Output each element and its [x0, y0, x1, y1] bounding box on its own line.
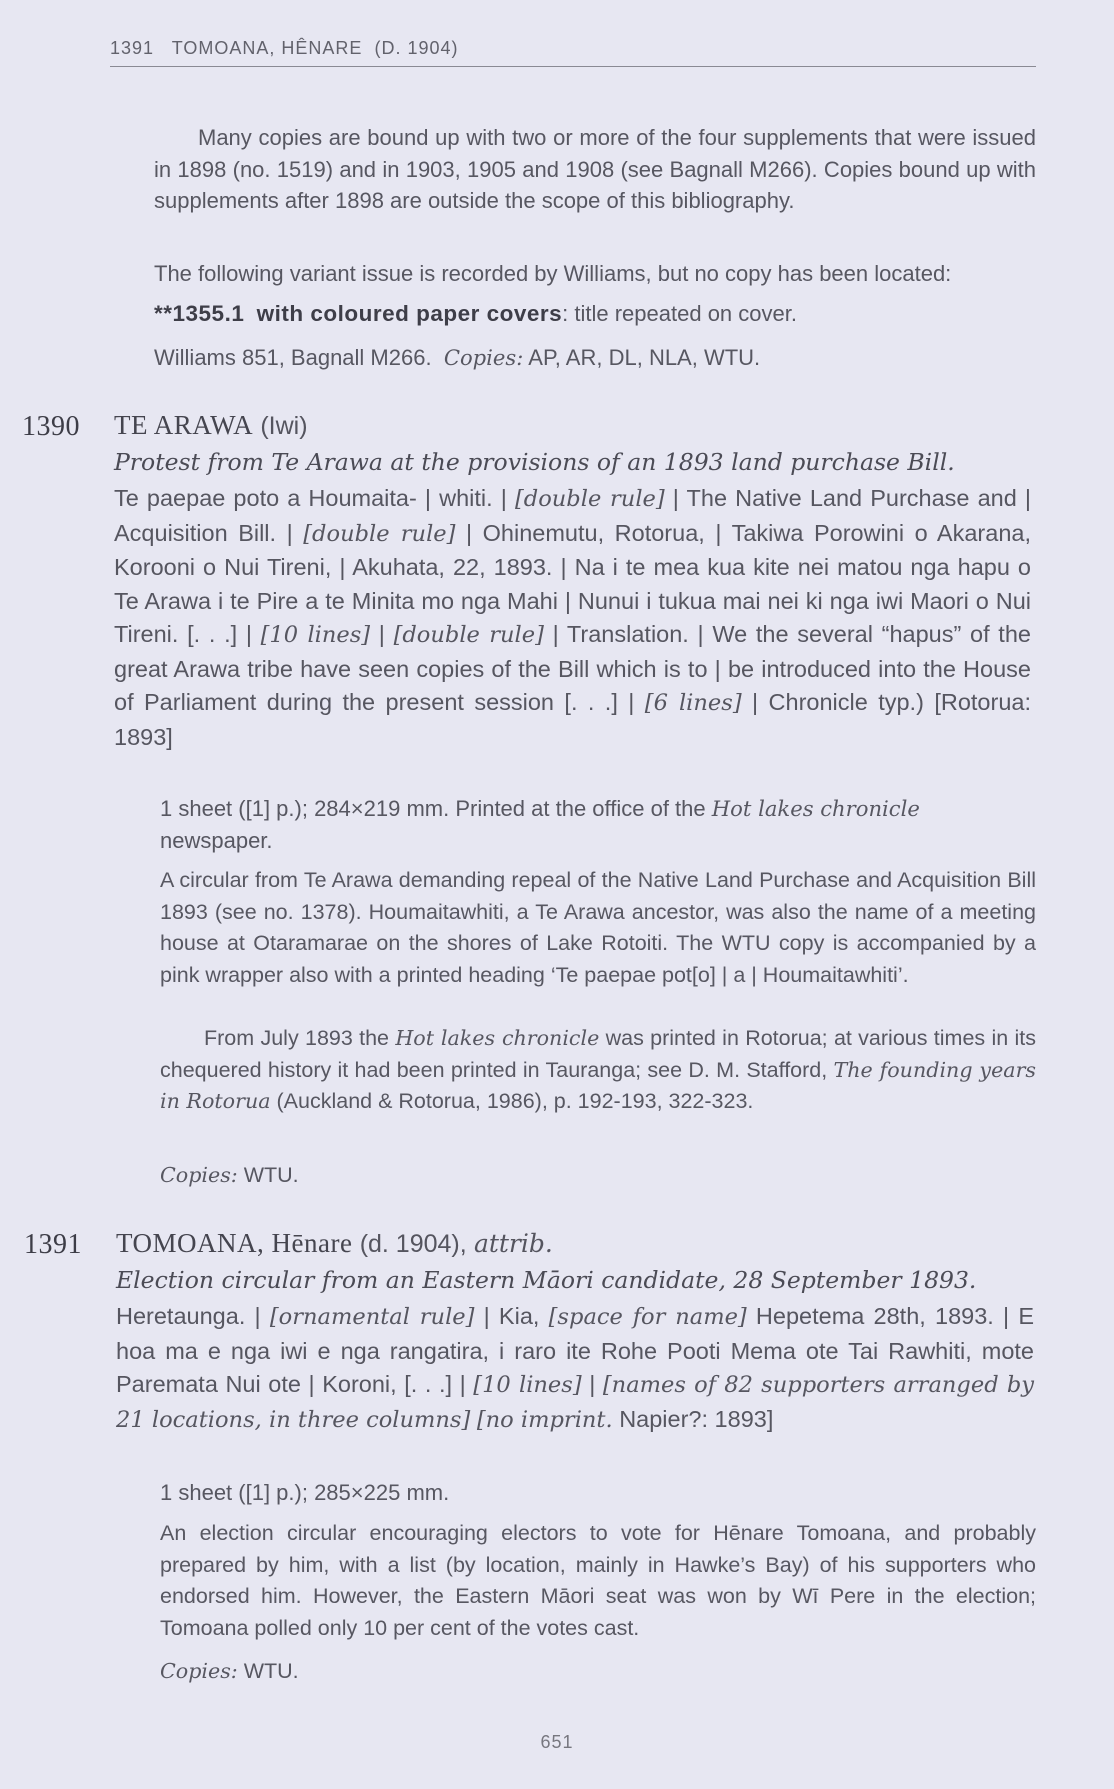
- entry-1390-transcription-part: | Translation. | We the several “hapus” of the great Arawa tribe have seen copies of the Bill which is to | be introduced into the House of Parliament during the present session [. . .] |: [114, 621, 1031, 715]
- entry-1390-transcription: [114, 482, 1031, 754]
- entry-1390-note-part: (Auckland & Rotorua, 1986), p. 192-193, 322-323.: [270, 1089, 754, 1113]
- entry-1390-copies-value: WTU.: [243, 1163, 299, 1187]
- entry-1390-transcription-part: | The Native Land Purchase and | Acquisition Bill. |: [114, 485, 1031, 546]
- entry-1390-transcription-part: | Ohinemutu, Rotorua, | Takiwa Porowini o Akarana, Korooni o Nui Tireni, | Akuhata, 22, 1893. | Na i te mea kua kite nei matou nga hapu o Te Arawa i te Pire a te Minita mo nga Mahi | Nunui i tukua mai nei ki nga iwi Maori o Nui Tireni. [. . .] |: [114, 519, 1031, 647]
- entry-1390-newspaper-title: Hot lakes chronicle: [711, 796, 920, 821]
- variant-label: with coloured paper covers: [256, 301, 563, 326]
- entry-1390-number: 1390: [22, 411, 80, 442]
- entry-1391-transcription-part: Heretaunga. |: [116, 1303, 270, 1329]
- entry-1391-transcription-part: Hepetema 28th, 1893. | E hoa ma e nga iwi e nga rangatira, i raro ite Rohe Pooti Mema ote Tai Rawhiti, mote Paremata Nui ote | Koroni, [. . .] |: [116, 1303, 1035, 1397]
- page-number: 651: [540, 1732, 574, 1752]
- entry-1390-transcription-part: |: [370, 621, 394, 647]
- entry-1390-note-paragraph: A circular from Te Arawa demanding repeal of the Native Land Purchase and Acquisition Bill 1893 (see no. 1378). Houmaitawhiti, a Te Arawa ancestor, was also the name of a meeting house at Otaramarae on the shores of Lake Rotoiti. The WTU copy is accompanied by a pink wrapper also with a printed heading ‘Te paepae pot[o] | a | Houmaitawhiti’.: [160, 868, 1036, 987]
- entry-1391-attribution: attrib.: [473, 1229, 553, 1258]
- entry-1391-transcription-part: | Kia,: [474, 1303, 549, 1329]
- entry-1391-transcription: [116, 1300, 1034, 1437]
- entry-1390-editorial-note: [double rule]: [514, 486, 665, 512]
- intro-copies-label: Copies:: [443, 345, 524, 370]
- entry-1390-copies: [160, 1160, 1036, 1192]
- entry-1390-note-part: was printed in Rotorua; at various times in its chequered history it had been printed in Tauranga; see D. M. Stafford,: [160, 1026, 1036, 1082]
- intro-paragraph-supplements: Many copies are bound up with two or more of the four supplements that were issued in 1898 (no. 1519) and in 1903, 1905 and 1908 (see Bagnall M266). Copies bound up with supplements after 1898 are outside the scope of this bibliography.: [154, 125, 1036, 213]
- entry-1391-heading: [116, 1228, 553, 1259]
- entry-1391-editorial-note: [10 lines]: [473, 1372, 582, 1398]
- entry-1390-note-newspaper-title: Hot lakes chronicle: [395, 1026, 600, 1050]
- intro-references-line: [154, 342, 1036, 374]
- entry-1391-copies: [160, 1656, 1036, 1688]
- running-head-entry-number: 1391: [110, 38, 155, 58]
- entry-1390-title: Protest from Te Arawa at the provisions of an 1893 land purchase Bill.: [114, 448, 955, 476]
- entry-1390-collation-end: newspaper.: [160, 827, 273, 853]
- entry-1390-editorial-note: [10 lines]: [260, 622, 371, 648]
- entry-1390-note-part: From July 1893 the: [204, 1026, 396, 1050]
- entry-1390-qualifier: (Iwi): [260, 412, 308, 440]
- entry-1391-name: TOMOANA, Hēnare: [116, 1228, 353, 1258]
- intro-references: Williams 851, Bagnall M266.: [154, 345, 432, 370]
- running-head: [110, 38, 1036, 67]
- entry-1390-transcription-part: | Chronicle typ.) [Rotorua: 1893]: [114, 689, 1031, 750]
- variant-issue-line: [154, 298, 1036, 330]
- entry-1390-heading: [114, 410, 308, 441]
- entry-1391-title: Election circular from an Eastern Māori candidate, 28 September 1893.: [116, 1266, 977, 1294]
- entry-1390-transcription-part: Te paepae poto a Houmaita- | whiti. |: [114, 485, 515, 511]
- intro-paragraph-variant: The following variant issue is recorded by Williams, but no copy has been located:: [154, 261, 952, 286]
- entry-1391-number: 1391: [24, 1229, 82, 1260]
- entry-1391-editorial-note: [no imprint.: [476, 1406, 613, 1433]
- entry-1391-note-paragraph: An election circular encouraging electors to vote for Hēnare Tomoana, and probably prepared by him, with a list (by location, mainly in Hawke’s Bay) of his supporters who endorsed him. However, the Eastern Māori seat was won by Wī Pere in the election; Tomoana polled only 10 per cent of the votes cast.: [160, 1521, 1036, 1640]
- entry-1390-note-book-title: The founding years in Rotorua: [160, 1057, 1037, 1113]
- entry-1391-editorial-note: [names of 82 supporters arranged by 21 locations, in three columns]: [116, 1372, 1035, 1433]
- entry-1390-editorial-note: [double rule]: [303, 520, 456, 547]
- entry-1390-copies-label: Copies:: [160, 1163, 238, 1187]
- entry-1390-editorial-note: [double rule]: [393, 622, 544, 648]
- entry-1391-transcription-part: Napier?: 1893]: [612, 1405, 774, 1432]
- entry-1391-collation: 1 sheet ([1] p.); 285×225 mm.: [160, 1480, 450, 1505]
- entry-1390-note-newspaper: [160, 1023, 1036, 1118]
- entry-1391-copies-value: WTU.: [243, 1659, 299, 1683]
- running-head-dates: (D. 1904): [374, 38, 459, 58]
- intro-copies-value: AP, AR, DL, NLA, WTU.: [528, 345, 761, 370]
- variant-number: **1355.1: [154, 301, 245, 326]
- entry-1391-copies-label: Copies:: [160, 1659, 238, 1683]
- entry-1390-name: TE ARAWA: [114, 410, 254, 440]
- entry-1390-collation: [160, 793, 1036, 856]
- entry-1391-editorial-note: [space for name]: [548, 1304, 747, 1330]
- entry-1391-dates: (d. 1904),: [359, 1230, 467, 1258]
- entry-1390-collation-text: 1 sheet ([1] p.); 284×219 mm. Printed at the office of the: [160, 796, 712, 821]
- entry-1391-transcription-part: |: [581, 1371, 603, 1397]
- entry-1390-editorial-note: [6 lines]: [644, 690, 742, 716]
- variant-text: : title repeated on cover.: [562, 301, 797, 326]
- running-head-title: TOMOANA, HÊNARE: [171, 38, 363, 58]
- entry-1391-editorial-note: [ornamental rule]: [269, 1304, 475, 1330]
